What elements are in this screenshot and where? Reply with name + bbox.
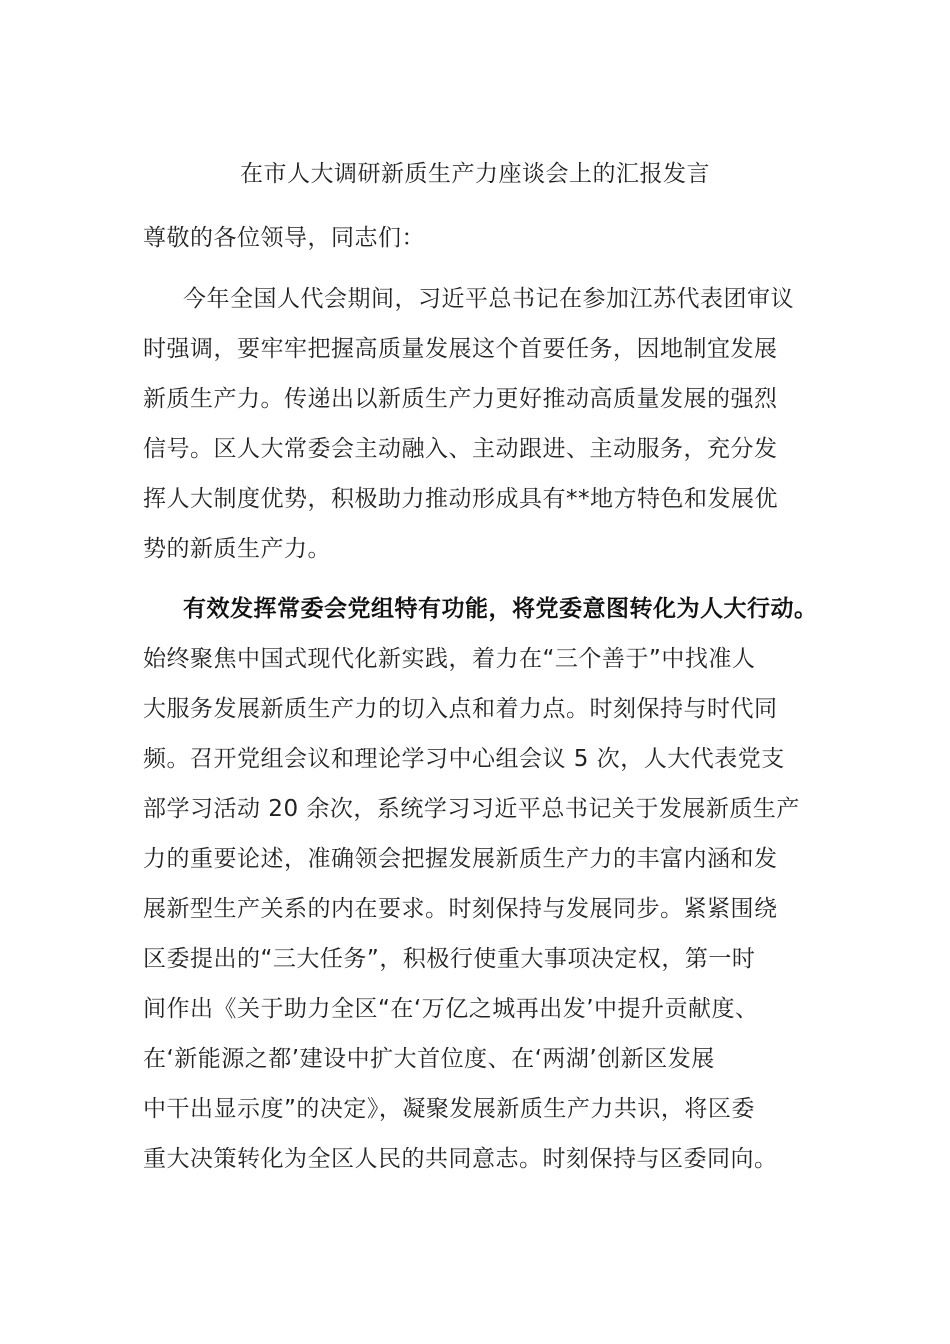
document-title: 在市人大调研新质生产力座谈会上的汇报发言 <box>240 161 710 187</box>
paragraph-line: 展新型生产关系的内在要求。时刻保持与发展同步。紧紧围绕 <box>143 896 778 922</box>
paragraph-line: 挥人大制度优势，积极助力推动形成具有**地方特色和发展优 <box>143 486 778 512</box>
paragraph-line: 势的新质生产力。 <box>143 536 331 562</box>
paragraph-2 <box>143 584 833 1184</box>
paragraph-line: 区委提出的“三大任务”，积极行使重大事项决定权，第一时 <box>143 946 756 972</box>
paragraph-line: 力的重要论述，准确领会把握发展新质生产力的丰富内涵和发 <box>143 846 778 872</box>
paragraph-line: 新质生产力。传递出以新质生产力更好推动高质量发展的强烈 <box>143 386 778 412</box>
paragraph-1 <box>143 274 833 574</box>
paragraph-line: 今年全国人代会期间，习近平总书记在参加江苏代表团审议 <box>183 286 794 312</box>
paragraph-line: 部学习活动 20 余次，系统学习习近平总书记关于发展新质生产 <box>143 796 800 822</box>
paragraph-line: 中干出显示度”的决定》，凝聚发展新质生产力共识，将区委 <box>143 1096 755 1122</box>
salutation: 尊敬的各位领导，同志们： <box>143 225 425 251</box>
paragraph-line: 在‘新能源之都’建设中扩大首位度、在‘两湖’创新区发展 <box>143 1046 715 1072</box>
paragraph-line: 时强调，要牢牢把握高质量发展这个首要任务，因地制宜发展 <box>143 336 778 362</box>
paragraph-line: 重大决策转化为全区人民的共同意志。时刻保持与区委同向。 <box>143 1146 778 1172</box>
paragraph-line: 信号。区人大常委会主动融入、主动跟进、主动服务，充分发 <box>143 436 778 462</box>
paragraph-line: 间作出《关于助力全区“在‘万亿之城再出发’中提升贡献度、 <box>143 996 759 1022</box>
paragraph-line: 大服务发展新质生产力的切入点和着力点。时刻保持与时代同 <box>143 696 778 722</box>
paragraph-heading: 有效发挥常委会党组特有功能，将党委意图转化为人大行动。 <box>183 596 818 622</box>
paragraph-line: 始终聚焦中国式现代化新实践，着力在“三个善于”中找准人 <box>143 646 756 672</box>
paragraph-line: 频。召开党组会议和理论学习中心组会议 5 次，人大代表党支 <box>143 746 785 772</box>
